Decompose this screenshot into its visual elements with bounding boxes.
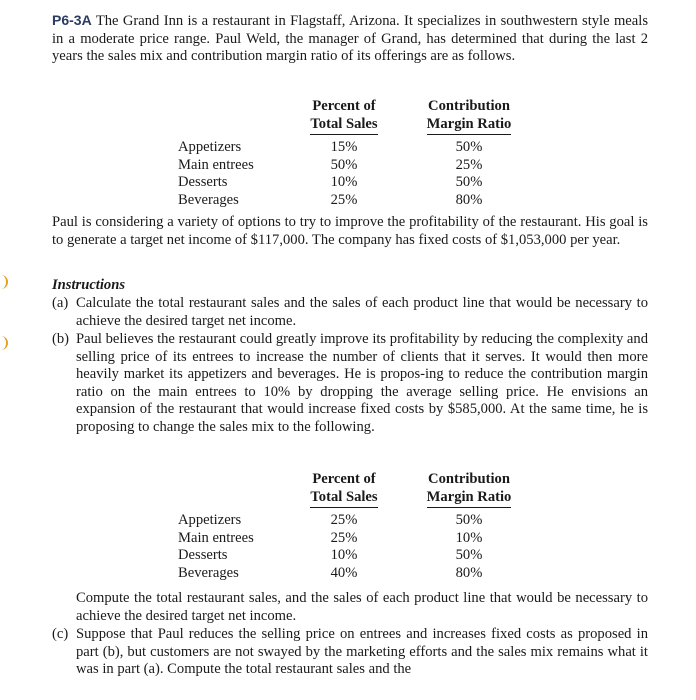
instructions-heading: Instructions (52, 277, 126, 293)
cm-ratio-value: 80% (455, 191, 483, 208)
table-row (178, 174, 515, 192)
table-row (178, 530, 515, 548)
table-row (178, 157, 515, 175)
item-marker: (c) (52, 626, 69, 642)
margin-marker (0, 336, 8, 350)
table-header-row (178, 97, 515, 135)
percent-value: 15% (330, 139, 358, 155)
item-marker: (a) (52, 295, 69, 311)
row-label: Desserts (178, 174, 228, 191)
header-percent-of-total-sales: Percent of Total Sales (305, 97, 383, 135)
sales-mix-table-proposed (178, 470, 515, 582)
percent-value: 40% (330, 564, 358, 581)
row-label: Desserts (178, 547, 228, 564)
instruction-b-followup-text: Compute the total restaurant sales, and the sales of each product line that would be necessary to achieve the desired target net income. (76, 590, 648, 624)
header-percent-of-total-sales: Percent of Total Sales (305, 470, 383, 508)
table-row (178, 192, 515, 210)
cm-ratio-value: 10% (455, 529, 483, 546)
table-row (178, 512, 515, 530)
instruction-b-followup (52, 590, 648, 625)
table-header-row (178, 470, 515, 508)
cm-ratio-value: 50% (455, 174, 483, 191)
row-label: Beverages (178, 191, 239, 208)
instruction-b-text: Paul believes the restaurant could greatly improve its profitability by reducing the complexity and selling price of its entrees to increase the number of clients that it serves. It would then more heavily market its appetizers and beverages. He is propos-ing to reduce the contribution margin ratio on the main entrees to 10% by dropping the average selling price. He envisions an expansion of the restaurant that would increase fixed costs by $585,000. At the same time, he is proposing to change the sales mix to the following. (76, 331, 648, 435)
row-label: Main entrees (178, 529, 254, 546)
instruction-a-text: Calculate the total restaurant sales and the sales of each product line that would be necessary to achieve the desired target net income. (76, 295, 648, 329)
instruction-c-text: Suppose that Paul reduces the selling price on entrees and increases fixed costs as proposed in part (b), but customers are not swayed by the marketing efforts and the sales mix remains what it was in part (a). Compute the total restaurant sales and the (76, 626, 648, 678)
row-label: Appetizers (178, 139, 242, 155)
row-label: Main entrees (178, 156, 254, 173)
instruction-b (52, 331, 648, 437)
instruction-c (52, 626, 648, 679)
instruction-a (52, 295, 648, 330)
percent-value: 10% (330, 174, 358, 191)
header-contribution-margin-ratio: Contribution Margin Ratio (423, 470, 515, 508)
cm-ratio-value: 25% (455, 156, 483, 173)
table-row (178, 139, 515, 157)
row-label: Beverages (178, 564, 239, 581)
cm-ratio-value: 80% (455, 564, 483, 581)
row-label: Appetizers (178, 512, 242, 528)
percent-value: 10% (330, 547, 358, 564)
table-row (178, 547, 515, 565)
cm-ratio-value: 50% (455, 547, 483, 564)
problem-intro (52, 12, 648, 66)
header-contribution-margin-ratio: Contribution Margin Ratio (423, 97, 515, 135)
table-row (178, 565, 515, 583)
percent-value: 25% (330, 529, 358, 546)
percent-value: 25% (330, 512, 358, 528)
cm-ratio-value: 50% (455, 139, 483, 155)
target-income-paragraph: Paul is considering a variety of options to try to improve the profitability of the restaurant. His goal is to generate a target net income of $117,000. The company has fixed costs of $1,053,000 per year. (52, 214, 648, 248)
problem-intro-text: The Grand Inn is a restaurant in Flagstaff, Arizona. It specializes in southwestern style meals in a moderate price range. Paul Weld, the manager of Grand, has determined that during the last 2 years the sales mix and contribution margin ratio of its offerings are as follows. (52, 13, 648, 65)
problem-code: P6-3A (52, 12, 92, 28)
cm-ratio-value: 50% (455, 512, 483, 528)
item-marker: (b) (52, 331, 70, 347)
sales-mix-table-current (178, 97, 515, 209)
margin-marker (0, 275, 8, 289)
percent-value: 25% (330, 191, 358, 208)
percent-value: 50% (330, 156, 358, 173)
